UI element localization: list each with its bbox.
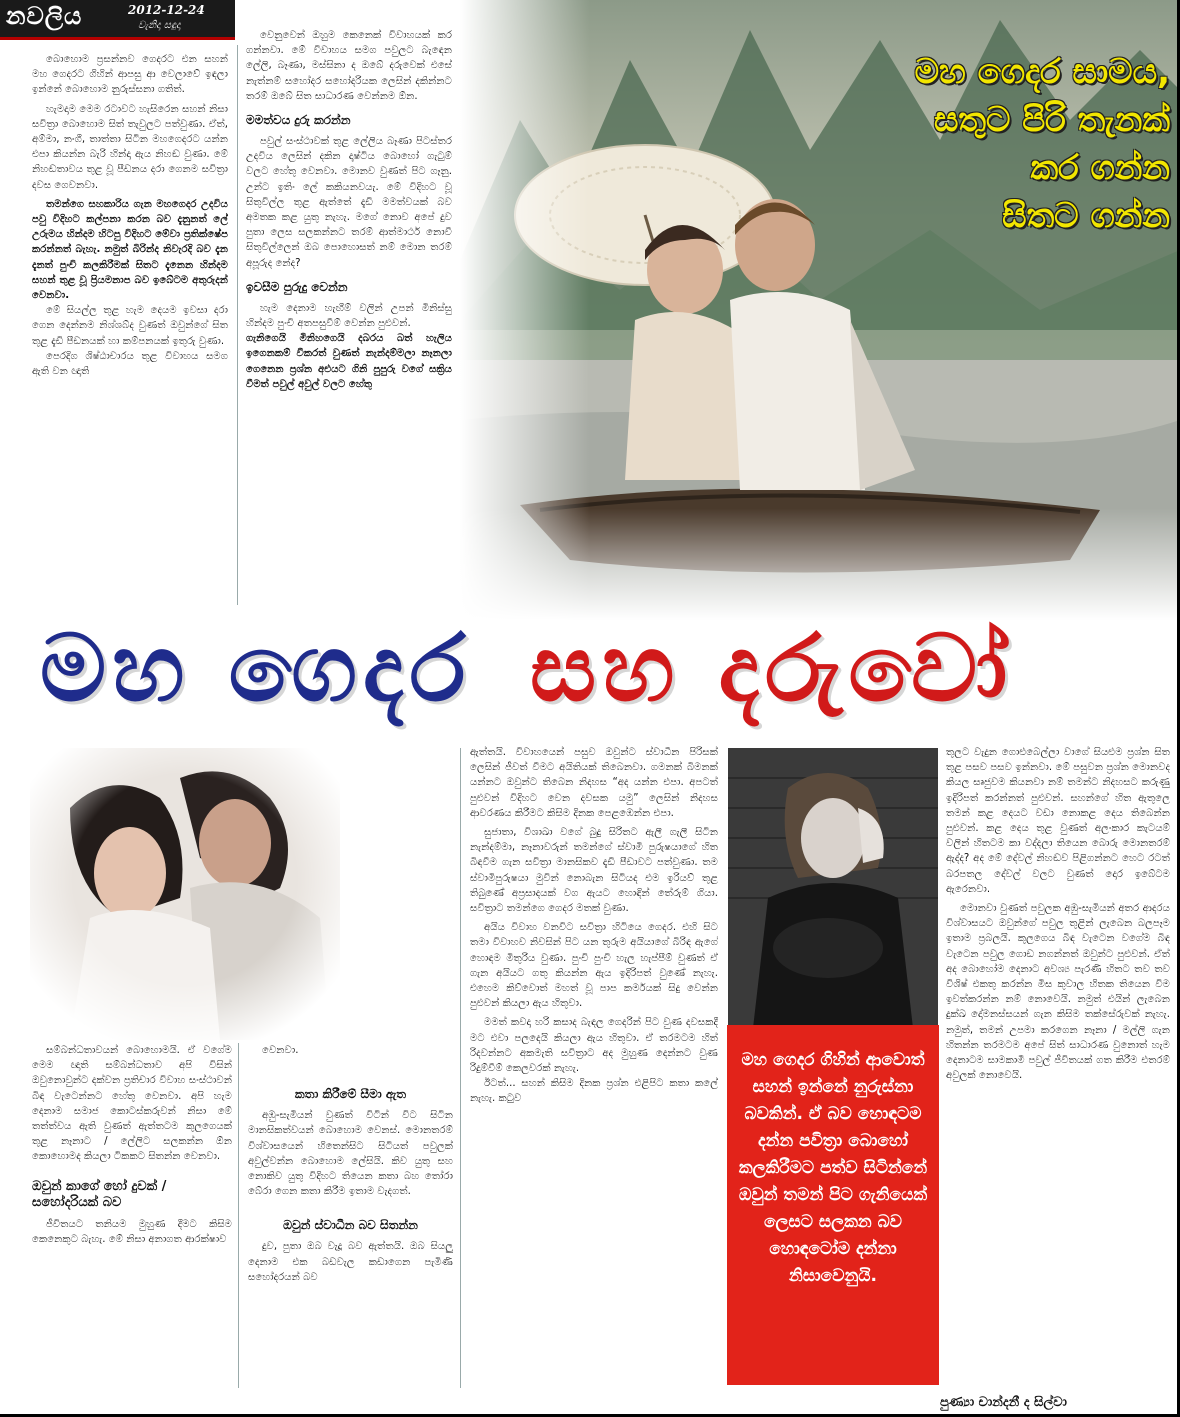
byline: පුණ්‍යා චාන්දනී ද සිල්වා <box>940 1395 1067 1410</box>
subheading: කතා කිරීමේ සීමා ඇත <box>294 1087 407 1102</box>
paragraph: වෙනවා. <box>262 1045 299 1056</box>
article-column-1 <box>32 52 228 607</box>
paragraph: තුලට වැදුන ගොළුබෙල්ලා වාගේ සියළුම ප්‍රශ්න සිත තුළ පසව පසව ඉන්නවා. මේ පසුවන ප්‍රශ්න මොනවද කියල සෘජුවම කියනවා නම් තමන්ට නිදහසට කරුණු ඉදිරිපත් කරන්නත් පුළුවන්. සහන්ගේ හිත ඇතුලෙ තමන් කළ දෙයට වඩා නොකළ දෙය තිබෙන්න පුළුවන්. කළ දෙය තුළ වුණත් අලංකාර කැටයම් වලින් හිතටම කා වද්දලා තියෙන බොරු මොනතරම් ඇද්ද? අද මේ දේවල් නිහඬව පිළිගන්නට හෙට රටත් බරපතල දේවල් වලට වුණත් දොර ඉබේටම ඇරෙනවා. <box>946 747 1170 895</box>
paragraph-bold: ගැනිගෙයි මිනිහගෙයි දබරය බත් හැලිය ඉගෙනකම් වීකරත් වුණත් නැන්දම්මලා නෑනලා ගෙනෙන ප්‍රශ්න අළුයට ගිනි පුපුරු වගේ සක්‍රිය වීමත් පවුල් අවුල් වලට හේතු <box>246 333 452 390</box>
column-divider <box>238 1043 239 1388</box>
paragraph: වෙනුවෙන් ඔහුම කෙනෙක් විවාහයක් කර ගන්නවා. මේ විවාහය සමග පවුලට බැඳෙන ලේලි, බෑණා, මස්සිනා ද ඔබේ දරුවෙක් එසේ නැත්නම් සහෝදර සහෝදරියක ලෙසින් දකින්නට තරම් ඔබේ සිත සාධාරණ වෙන්නම ඕන. <box>246 30 452 102</box>
article-column-4 <box>248 1043 453 1398</box>
column-divider <box>460 748 461 1388</box>
paragraph: අඹු-සැමියන් වුණත් විටින් විට සිටින මානසිකත්වයන් බොහොම වෙනස්. මොනතරම් විශ්වාසයෙන් හිතෙන්සිට සිටියත් පවුලක් අවුල්වන්න බොහොම ලේසියි. කිව යුතු සහ නොකිව යුතු විදිහට තියෙන කතා බහ තෝරා බේරා ගෙන කතා කිරීම ඉතාම වැදගත්. <box>248 1110 453 1198</box>
subheading: මමත්වය දුරු කරන්න <box>246 113 351 128</box>
paragraph: ඊටත්... සහන් කිසිම දිනක ප්‍රශ්න එළිපිට කතා කලේ නැහැ. කටුව <box>470 1078 718 1105</box>
paragraph: හැම දෙනාම හැඟීම් වලින් උපන් මිනිස්සු හින්දම පුංචි අතපසුවීම් වෙන්න පුළුවන්. <box>246 302 452 330</box>
paragraph: සම්බන්ධතාවයන් බොහොමයි. ඒ වගේම මෙම ඥාති සම්බන්ධතාව අපි විසින් ඔවුනොවුන්ට දක්වන ප්‍රතිචාර විවාහ සංස්ථාවන් බිඳ වැටෙන්නට හේතු වෙනවා. අපි හැම දෙනාම සමාජ කොටස්කරුවන් නිසා මේ තත්ත්වය ඇති වුණත් ඇත්තටම කුලගෙයක් තුළ නෑනාට / ලේලිට සලකන්න ඕන කොහොමද කියලා ටිකකට සිතන්න වෙනවා. <box>32 1045 232 1163</box>
column-divider <box>237 45 238 605</box>
hero-headline <box>830 48 1170 240</box>
subheading: ඉවසීම පුරුදු වෙන්න <box>246 279 348 294</box>
section-name: නවලිය <box>6 2 83 30</box>
pull-quote-box <box>727 1025 939 1385</box>
issue-date: 2012-12-24 <box>128 3 205 17</box>
paragraph: හැමදාම මෙම රටාවට හැසිරෙන සහන් නිසා සවිත්‍රා බොහොම සිත් තැවුලට පත්වුණා. ඒත්, අම්මා, නංගී, තාත්තා සිටින මහගෙදරට යන්න එපා කියන්න බැරි හින්දා ඇය නිහඬ වුණා. මේ නිහඬතාවය තුළ වූ පීඩනය දරා ගෙනම සවිත්‍රා දවස ගෙවනවා. <box>32 103 228 191</box>
article-title-part-1: මහ ගෙදර <box>40 615 472 722</box>
article-column-6 <box>946 745 1170 1390</box>
paragraph: මේ සියල්ල තුළ හැම දෙයම ඉවසා දරා ගෙන දෙන්නම නිශ්ශබ්ද වුණත් ඔවුන්ගේ සිත තුළ දැඩි පීඩනයක් හා කම්පනයක් ඉතුරු වුණා. <box>32 305 228 347</box>
paragraph: බොහොම ප්‍රසන්නව ගෙදරට එන සහන් මහ ගෙදරට ගිහින් ආපසු ආ වෙලාවේ ඉඳලා ඉන්නේ බොහොම නුරුස්සනා ගතිත්. <box>32 54 228 96</box>
paragraph-bold: තමන්ගෙ සහකාරිය ගැන මහගෙදර උදවිය පවු විදිහට කල්පනා කරන බව දැනුනත් ලේ උරුමය හින්දම හිටපු විදිහට මේවා ප්‍රතික්ෂේප කරන්නත් බැහැ. නමුත් බිරින්ද නිවැරදි බව දැන දැනත් පුංචි කලකිරීමක් සිතට දැනෙන හින්දම සහන් තුළ වූ ප්‍රියමනාප බව ඉබේටම අතුරුදන් වෙනවා. <box>32 198 228 302</box>
issue-day: වැනිදා සඳුදා <box>138 20 181 31</box>
article-title-part-2: සහ දරුවෝ <box>530 615 1014 722</box>
paragraph: අයිය විවාහ වනවිට සවිත්‍රා හිටියෙ ගෙදර. එහි සිට තමා විවාහව නිවසින් පිට යන තුරුම අයියාගේ බිරිඳ ඇගේ හොඳම මිතුරිය වුණා. පුංචි පුංචි හැල හැප්පීම් වුණත් ඒ ගැන අයියට ගතු කියන්න ඇය ඉදිරිපත් වුණේ නැහැ. එහෙම කිව්වොත් මහත් වූ පාප කර්මයක් සිදු වෙන්න පුළුවන් කියලා ඇය හිතුවා. <box>470 922 718 1010</box>
article-column-5 <box>470 745 718 1395</box>
sad-girl-photo <box>728 748 938 1028</box>
paragraph: දුව, පුතා ඔබ වැදූ බව ඇත්තයි. ඔබ සියලු දෙනාම එක බඩවැල කඩාගෙන පැමිණි සහෝදරයන් බව <box>248 1241 453 1283</box>
hero-headline-line: සිතට ගන්න <box>1002 196 1170 236</box>
paragraph: ජීවිතයට තනියම මුහුණ දීමට කිසිම කෙනෙකුට බැහැ. මේ නිසා අනාගත ආරක්ෂාව <box>32 1218 232 1245</box>
article-column-3 <box>32 1043 232 1398</box>
subheading: ඔවුන් කාගේ හෝ දුවක් / සහෝදරියක් බව <box>32 1178 167 1210</box>
paragraph: මමත් කවදා හරි කසාද බැඳල ගෙදරින් පිට වුණ දවසකදී මට එවා පලදෙයි කියලා ඇය හිතුවා. ඒ තරමටම හිත් රිදවන්නට අකමැති සවිත්‍රාට අද මුහුණ දෙන්නට වුණ රිදුම්වීම් කෙලවරක් නැහැ. <box>470 1017 718 1075</box>
hero-headline-line: කර ගන්න <box>1030 148 1170 188</box>
paragraph: මොනවා වුණත් පවුලක අඹු-සැමියන් අතර ආදරය විශ්වාසයට ඔවුන්ගේ පවුල තුළින් ලැබෙන බලපෑම ඉතාම ප්‍රබලයි. කුලගෙය බිඳ වැටෙන වගේම බිඳ වැටෙන පවුල ගොඩ නගන්නත් ඔවුන්ට පුළුවන්. ඒත් අද බොහෝම දෙනාට අවශ්‍ය පැරණි හිතට තව තව විශිෂ් එකතු කරන්න මිස කුවාල හිතක තියෙන විම ඉවත්කරන්න නම් නොවෙයි. නමුත් එයින් ලැබෙන දුක්ඛ දෝමනස්සයන් ගැන කිසිම තක්සේරුවක් නැහැ. නමුත්, තමන් උපමා කරගෙන නෑනා / මල්ලි ගැන හිතන්න තරමටම අපේ සිත් සාධාරණ වුනොත් හැම දෙනාටම සාමකාමී පවුල් ජීවිතයක් ගත කිරීම එතරම් අවුලක් නොවෙයි. <box>946 903 1170 1082</box>
pull-quote-text: මහ ගෙදර ගිහින් ආවොත් සහන් ඉන්නේ නුරුස්නා බවකින්. ඒ බව හොඳටම දන්න පවිත්‍රා බොහෝ කලකිරීමට පත්ව සිටින්නේ ඔවුන් තමන් පිට ගැනියෙක් ලෙසට සලකන බව හොඳටෝම දන්නා නිසාවෙනුයි. <box>738 1050 928 1286</box>
hero-headline-line: මහ ගෙදර සාමය, <box>914 52 1170 92</box>
couple-photo <box>30 748 340 1040</box>
paragraph: පවුල් සංස්ථාවක් තුළ ලේලිය බෑණා පිටස්තර උදවිය ලෙසින් දකින දෘෂ්ටිය බොහෝ ගැටුම් වලට හේතු වෙනවා. මොනව වුණත් පිට ගෑනු. උන්ට ඉතිං ලේ කකියනවයැ. මේ විදිහට වූ සිතුවිල්ල තුළ ඇත්තේ දැඩි මමත්වයක් බව අමතක කළ යුතු නැහැ. මගේ නොව අපේ දුව පුතා ලෙස සලකන්නට තරම් ආත්මාර්ථ නොවී සිතුවිල්ලෙන් ඔබ පොහොසත් නම් මොන තරම් අපූරුද නේද? <box>246 136 452 269</box>
article-column-2 <box>246 28 452 606</box>
paragraph: සුජාතා, විශාඛා වගේ බුදු සිරිතට ඇලී ගැලී සිටින නැන්දම්මා, නෑනාවරුන් තමන්ගේ ස්වාමි පුරුෂයාගේ හිත බිඳවීම ගැන සවිත්‍රා මානසිකව දැඩි පීඩාවට පත්වුණා. තම ස්වාමිපුරුෂයා මුවින් නොබැන සිටියද එම ඉරියව් තුළ තිබුණේ අප්‍රසාදයක් වග ඇයට හොඳින් තේරුම් ගියා. සවිත්‍රාට තමන්ගෙ ගෙදර මතක් වුණා. <box>470 827 718 915</box>
hero-headline-line: සතුට පිරි තැනක් <box>933 100 1170 140</box>
paragraph: ඇත්තයි. විවාහයෙන් පසුව ඔවුන්ට ස්වාධීන පිරිසක් ලෙසින් ජීවත් වීමට අයිතියක් තිබෙනවා. ගමනක් බිමනක් යන්නට ඔවුන්ට තිබෙන නිදහස “අද යන්න එපා. අපටත් පුළුවන් විදිහට වෙන දවසක යමු” ලෙසින් නිදහස ආවරණය කිරීමට කිසිම දිනක පෙළඹෙන්න එපා. <box>470 747 718 819</box>
subheading: ඔවුන් ස්වාධීන බව සිතන්න <box>283 1218 418 1233</box>
paragraph: පෙරදිග ශිෂ්ඨාචාරය තුළ විවාහය සමග ඇති වන ඥාති <box>32 350 228 378</box>
